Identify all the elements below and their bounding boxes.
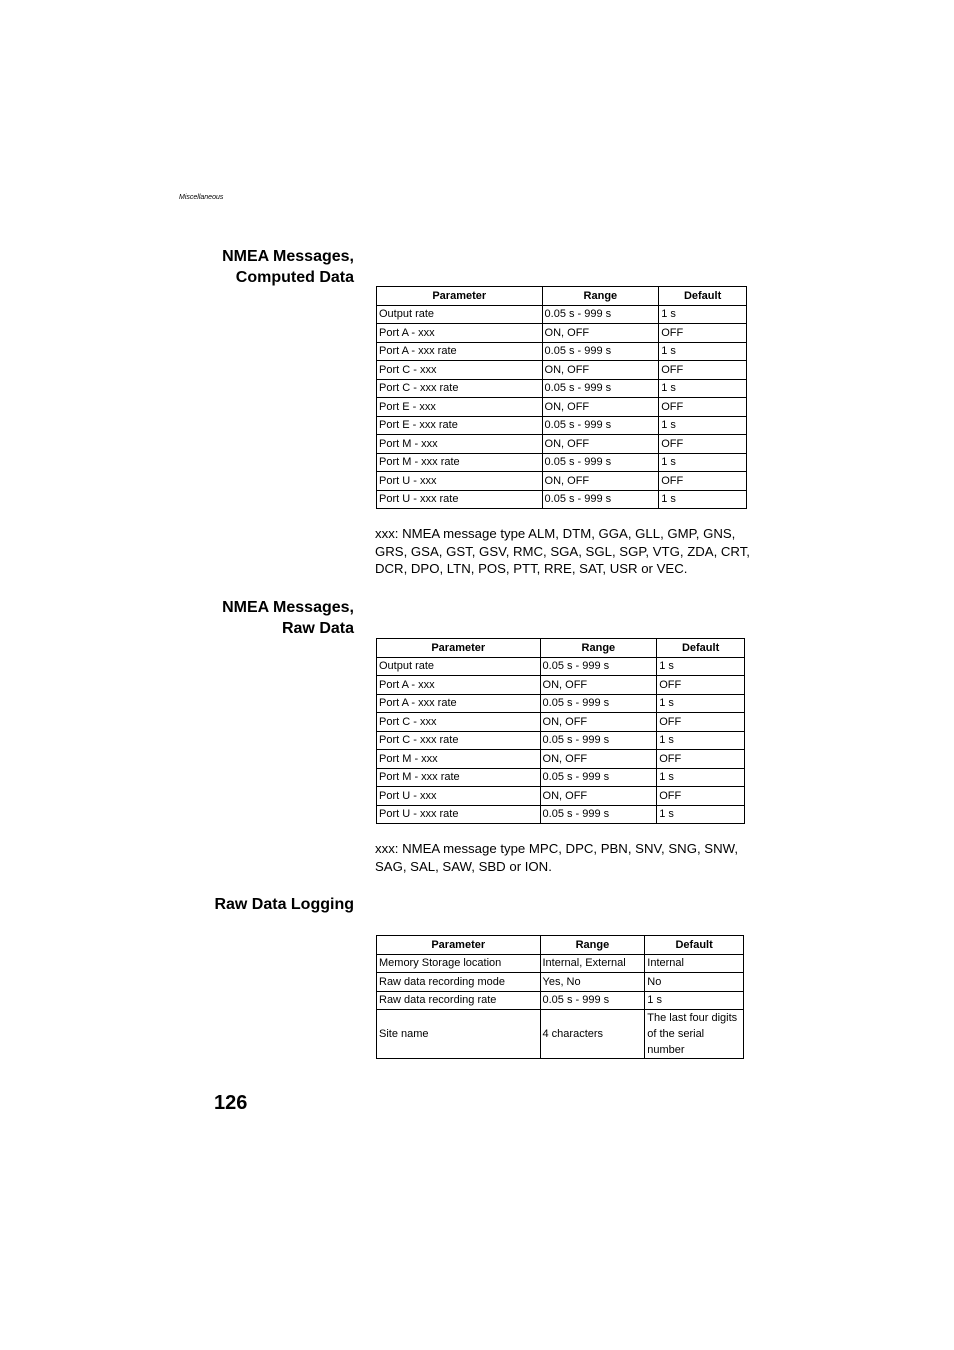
- table-cell: Internal: [645, 954, 744, 973]
- table-cell: Yes, No: [540, 973, 645, 992]
- table-row: [377, 750, 745, 769]
- table-cell: 0.05 s - 999 s: [540, 694, 657, 713]
- table-cell: ON, OFF: [542, 472, 659, 491]
- table-cell: Output rate: [377, 305, 543, 324]
- column-header: Default: [657, 639, 745, 658]
- table-cell: Port M - xxx rate: [377, 768, 541, 787]
- table-cell: ON, OFF: [542, 324, 659, 343]
- table-cell: Raw data recording mode: [377, 973, 541, 992]
- table-row: [377, 713, 745, 732]
- table-cell: Output rate: [377, 657, 541, 676]
- table-row: [377, 805, 745, 824]
- nmea-computed-table: [376, 286, 747, 509]
- table-cell: 0.05 s - 999 s: [542, 379, 659, 398]
- table-row: [377, 379, 747, 398]
- column-header: Range: [540, 936, 645, 955]
- table-cell: 0.05 s - 999 s: [540, 805, 657, 824]
- table-cell: 1 s: [659, 416, 747, 435]
- section-title-line: Raw Data: [281, 620, 354, 637]
- table-cell: Raw data recording rate: [377, 991, 541, 1010]
- table-cell: Port M - xxx: [377, 435, 543, 454]
- table-cell: Port C - xxx: [377, 361, 543, 380]
- table-row: [377, 490, 747, 509]
- table-row: [377, 416, 747, 435]
- table-cell: OFF: [659, 324, 747, 343]
- table-cell: 1 s: [659, 490, 747, 509]
- section-title-line: NMEA Messages,: [222, 599, 354, 616]
- table-row: [377, 342, 747, 361]
- section-title-line: NMEA Messages,: [222, 248, 354, 265]
- table-cell: 1 s: [659, 342, 747, 361]
- table-cell: Port C - xxx rate: [377, 379, 543, 398]
- table-cell: 0.05 s - 999 s: [542, 305, 659, 324]
- table-cell: Port A - xxx rate: [377, 342, 543, 361]
- table-cell: Port A - xxx rate: [377, 694, 541, 713]
- running-header: Miscellaneous: [179, 194, 224, 201]
- table-cell: Site name: [377, 1010, 541, 1059]
- table-row: [377, 305, 747, 324]
- section-title-nmea-raw: [222, 597, 354, 639]
- table-cell: 0.05 s - 999 s: [540, 768, 657, 787]
- column-header: Default: [659, 287, 747, 306]
- section-title-nmea-computed: [222, 246, 354, 288]
- section-title-line: Raw Data Logging: [214, 896, 354, 913]
- table-row: [377, 954, 744, 973]
- table-cell: No: [645, 973, 744, 992]
- table-cell: Port M - xxx rate: [377, 453, 543, 472]
- table-cell: 0.05 s - 999 s: [542, 416, 659, 435]
- table-cell: ON, OFF: [542, 435, 659, 454]
- table-cell: 4 characters: [540, 1010, 645, 1059]
- table-cell: 1 s: [659, 305, 747, 324]
- nmea-raw-table: [376, 638, 745, 824]
- section-title-line: Computed Data: [235, 269, 354, 286]
- table-cell: 1 s: [645, 991, 744, 1010]
- table-row: [377, 472, 747, 491]
- table-cell: 1 s: [657, 657, 745, 676]
- table-cell: OFF: [659, 435, 747, 454]
- table-cell: Port A - xxx: [377, 676, 541, 695]
- column-header: Parameter: [377, 287, 543, 306]
- table-row: [377, 676, 745, 695]
- column-header: Default: [645, 936, 744, 955]
- table-cell: 0.05 s - 999 s: [542, 342, 659, 361]
- table-cell: 1 s: [657, 805, 745, 824]
- table-cell: ON, OFF: [540, 750, 657, 769]
- table-cell: Internal, External: [540, 954, 645, 973]
- table-cell: OFF: [659, 472, 747, 491]
- table-row: [377, 694, 745, 713]
- table-row: [377, 657, 745, 676]
- table-cell: OFF: [657, 676, 745, 695]
- column-header: Range: [542, 287, 659, 306]
- table-cell: OFF: [659, 361, 747, 380]
- table-row: [377, 768, 745, 787]
- table-row: [377, 973, 744, 992]
- table-cell: OFF: [657, 750, 745, 769]
- table-row: [377, 1010, 744, 1059]
- table-cell: 0.05 s - 999 s: [542, 453, 659, 472]
- table-header-row: [377, 287, 747, 306]
- table-cell: 0.05 s - 999 s: [542, 490, 659, 509]
- column-header: Parameter: [377, 936, 541, 955]
- table-cell: Port U - xxx: [377, 472, 543, 491]
- nmea-computed-note: xxx: NMEA message type ALM, DTM, GGA, GLL, GMP, GNS, GRS, GSA, GST, GSV, RMC, SGA, SGL, SGP, VTG, ZDA, CRT, DCR, DPO, LTN, POS, PTT, RRE, SAT, USR or VEC.: [375, 526, 750, 577]
- table-row: [377, 991, 744, 1010]
- table-cell: 1 s: [657, 694, 745, 713]
- table-cell: 0.05 s - 999 s: [540, 657, 657, 676]
- table-cell: ON, OFF: [540, 676, 657, 695]
- table-header-row: [377, 639, 745, 658]
- table-cell: 1 s: [659, 453, 747, 472]
- raw-logging-table: [376, 935, 744, 1059]
- table-cell: The last four digits of the serial number: [645, 1010, 744, 1059]
- table-row: [377, 731, 745, 750]
- table-cell: Port E - xxx rate: [377, 416, 543, 435]
- table-row: [377, 435, 747, 454]
- table-cell: Port C - xxx: [377, 713, 541, 732]
- table-row: [377, 453, 747, 472]
- table-cell: 1 s: [657, 768, 745, 787]
- table-cell: Port U - xxx rate: [377, 805, 541, 824]
- table-cell: Port A - xxx: [377, 324, 543, 343]
- table-cell: Memory Storage location: [377, 954, 541, 973]
- table-cell: 1 s: [659, 379, 747, 398]
- table-cell: Port U - xxx: [377, 787, 541, 806]
- table-row: [377, 361, 747, 380]
- table-cell: Port M - xxx: [377, 750, 541, 769]
- table-cell: 0.05 s - 999 s: [540, 991, 645, 1010]
- table-cell: OFF: [657, 787, 745, 806]
- column-header: Parameter: [377, 639, 541, 658]
- table-cell: ON, OFF: [542, 361, 659, 380]
- table-cell: Port U - xxx rate: [377, 490, 543, 509]
- page-number: 126: [214, 1092, 248, 1114]
- table-cell: OFF: [659, 398, 747, 417]
- table-cell: 1 s: [657, 731, 745, 750]
- table-header-row: [377, 936, 744, 955]
- table-cell: Port E - xxx: [377, 398, 543, 417]
- table-cell: ON, OFF: [542, 398, 659, 417]
- table-row: [377, 398, 747, 417]
- section-title-raw-logging: [214, 894, 354, 915]
- table-row: [377, 324, 747, 343]
- table-row: [377, 787, 745, 806]
- table-cell: 0.05 s - 999 s: [540, 731, 657, 750]
- table-cell: ON, OFF: [540, 713, 657, 732]
- column-header: Range: [540, 639, 657, 658]
- nmea-raw-note: xxx: NMEA message type MPC, DPC, PBN, SNV, SNG, SNW, SAG, SAL, SAW, SBD or ION.: [375, 841, 738, 874]
- table-cell: Port C - xxx rate: [377, 731, 541, 750]
- table-cell: ON, OFF: [540, 787, 657, 806]
- table-cell: OFF: [657, 713, 745, 732]
